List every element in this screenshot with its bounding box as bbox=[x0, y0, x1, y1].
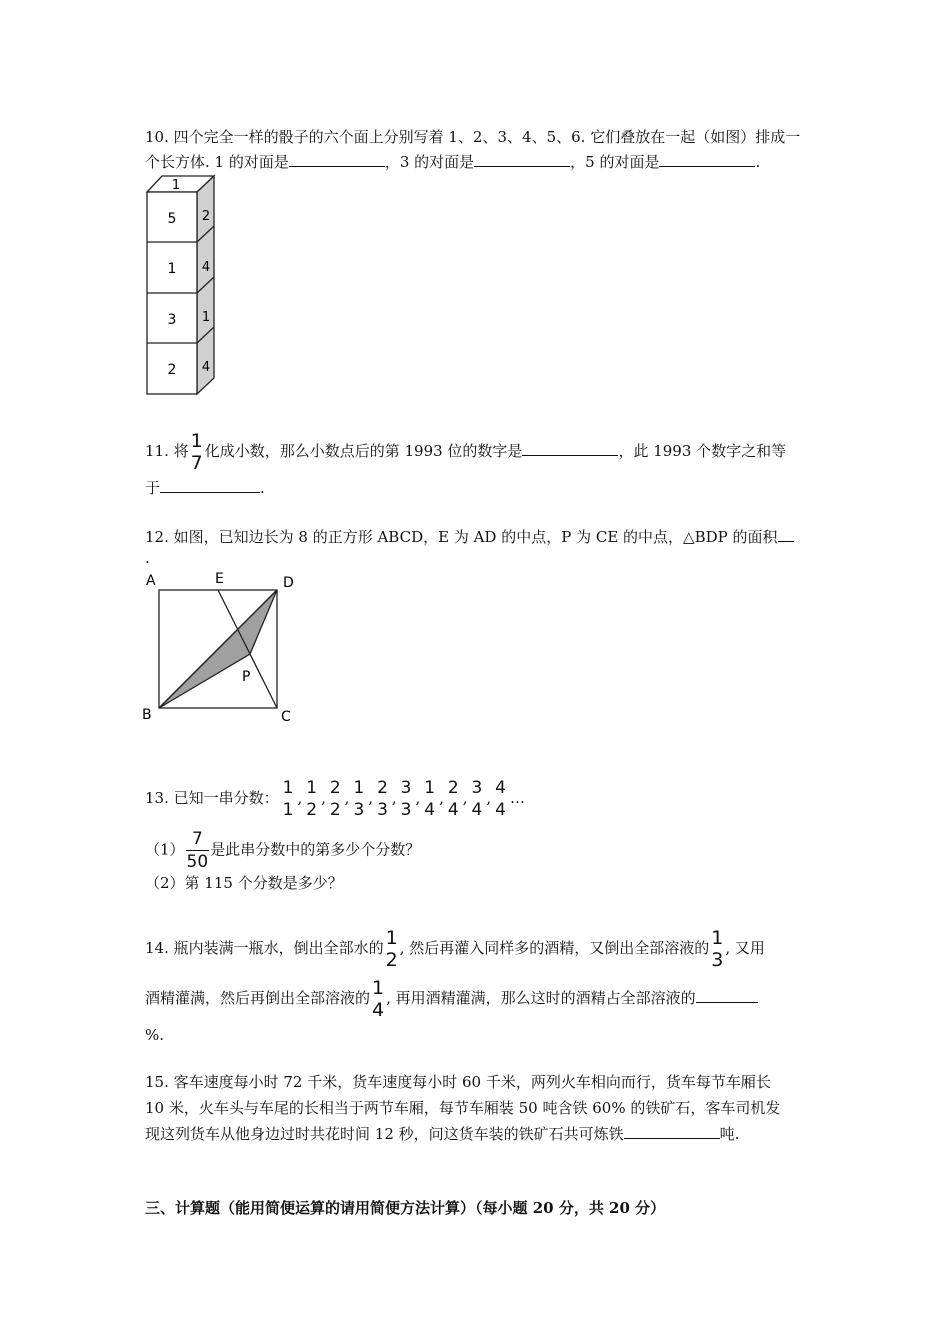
q12-blank[interactable] bbox=[778, 527, 794, 542]
q13-fraction bbox=[305, 777, 318, 821]
q13-sub2: （2）第 115 个分数是多少？ bbox=[145, 874, 343, 892]
q13-fraction bbox=[329, 777, 342, 821]
q15-line2: 10 米，火车头与车尾的长相当于两节车厢，每节车厢装 50 吨含铁 60% 的铁矿石，客车司机发 bbox=[145, 1099, 781, 1117]
q13-fraction-den: 3 bbox=[377, 800, 388, 820]
q13-fraction bbox=[376, 777, 389, 821]
label-b: B bbox=[142, 707, 152, 723]
q13-fraction-num: 1 bbox=[306, 778, 318, 798]
dice-stack-figure bbox=[140, 172, 220, 398]
q14-line1 bbox=[145, 926, 765, 971]
q13-sub1-num: 7 bbox=[186, 828, 210, 851]
label-e: E bbox=[215, 571, 224, 587]
q11-fraction bbox=[190, 430, 204, 474]
q10-text-c: ，5 的对面是 bbox=[570, 153, 660, 171]
q10-line2 bbox=[145, 152, 760, 172]
q11-frac-den: 7 bbox=[190, 452, 203, 474]
q14-f2-num: 1 bbox=[711, 927, 724, 949]
q13-fraction-num: 2 bbox=[377, 778, 388, 798]
q13-fraction bbox=[447, 777, 460, 821]
q11-blank-1[interactable] bbox=[522, 441, 618, 456]
q14-f3-num: 1 bbox=[372, 977, 385, 999]
q13-fraction-den: 2 bbox=[329, 800, 341, 820]
square-figure bbox=[140, 568, 305, 728]
q13-fraction-den: 4 bbox=[495, 800, 506, 820]
q10-line1: 10. 四个完全一样的骰子的六个面上分别写着 1、2、3、4、5、6. 它们叠放在一起（如图）排成一 bbox=[145, 128, 801, 146]
q15-line3 bbox=[145, 1124, 739, 1144]
q13-fraction-num: 4 bbox=[495, 778, 506, 798]
q11-after-blank: ，此 1993 个数字之和等 bbox=[618, 442, 787, 460]
q13-fraction bbox=[400, 777, 413, 821]
q14-l1-b: , 然后再灌入同样多的酒精，又倒出全部溶液的 bbox=[399, 939, 710, 957]
q12-text: 12. 如图，已知边长为 8 的正方形 ABCD，E 为 AD 的中点，P 为 CE 的中点，△BDP 的面积 bbox=[145, 528, 778, 546]
q13-fraction-num: 1 bbox=[353, 778, 365, 798]
dice-front-4: 2 bbox=[167, 362, 177, 378]
q14-frac-2 bbox=[710, 927, 724, 971]
q13-fraction-den: 3 bbox=[400, 800, 412, 820]
q13-separator: , bbox=[321, 789, 326, 807]
q13-fraction-den: 3 bbox=[353, 800, 365, 820]
q13-separator: , bbox=[297, 789, 303, 807]
q11-blank-2[interactable] bbox=[160, 478, 260, 493]
q10-blank-1[interactable] bbox=[289, 152, 385, 167]
q11-prefix: 11. 将 bbox=[145, 442, 189, 460]
q13-fraction-den: 2 bbox=[306, 800, 318, 820]
q13-fraction-den: 1 bbox=[282, 800, 294, 820]
q11-frac-num: 1 bbox=[190, 430, 203, 452]
q13-separator: , bbox=[391, 789, 397, 807]
q14-frac-1 bbox=[385, 927, 399, 971]
q14-line3: %. bbox=[145, 1026, 165, 1044]
q13-fraction-num: 2 bbox=[447, 778, 459, 798]
q14-blank[interactable] bbox=[696, 988, 758, 1003]
q13-separator: , bbox=[368, 789, 374, 807]
label-a: A bbox=[146, 573, 156, 589]
q13-sub1-den: 50 bbox=[186, 852, 209, 872]
q14-f2-den: 3 bbox=[711, 949, 724, 971]
q11-line2 bbox=[145, 478, 265, 498]
q13-fraction bbox=[494, 777, 507, 821]
q10-text-b: ，3 的对面是 bbox=[384, 153, 475, 171]
q13-fraction bbox=[352, 777, 365, 821]
q14-f3-den: 4 bbox=[372, 999, 385, 1021]
q13-fraction bbox=[282, 777, 295, 821]
q13-separator: , bbox=[439, 789, 444, 807]
label-d: D bbox=[283, 575, 294, 591]
q13-sub1 bbox=[145, 828, 420, 873]
q13-fraction-den: 4 bbox=[447, 800, 459, 820]
dice-side-3: 1 bbox=[201, 310, 211, 325]
q11-line1 bbox=[145, 430, 786, 474]
dice-side-1: 2 bbox=[201, 209, 211, 224]
q13-sub1-prefix: （1） bbox=[145, 840, 185, 859]
dice-front-2: 1 bbox=[167, 261, 177, 277]
dice-front-1: 5 bbox=[167, 211, 177, 227]
q13-separator: , bbox=[344, 789, 350, 807]
dice-side-4: 4 bbox=[201, 360, 211, 375]
q13-fraction-list bbox=[279, 778, 525, 820]
dice-top-label: 1 bbox=[171, 178, 181, 193]
q15-l3-a: 现这列货车从他身边过时共花时间 12 秒，问这货车装的铁矿石共可炼铁 bbox=[145, 1125, 624, 1143]
q11-line2-end: . bbox=[260, 479, 265, 497]
q15-line1: 15. 客车速度每小时 72 千米，货车速度每小时 60 千米，两列火车相向而行，货车每节车厢长 bbox=[145, 1073, 771, 1091]
q13-fraction bbox=[423, 777, 436, 821]
q13-separator: , bbox=[462, 789, 468, 807]
label-c: C bbox=[281, 709, 291, 725]
q13-prefix: 13. 已知一串分数： bbox=[145, 789, 279, 807]
q13-sub1-text: 是此串分数中的第多少个分数？ bbox=[210, 840, 421, 859]
dice-front-3: 3 bbox=[167, 312, 177, 328]
q14-l2-b: , 再用酒精灌满，那么这时的酒精占全部溶液的 bbox=[386, 989, 696, 1007]
q12-dot: . bbox=[145, 549, 150, 567]
q14-f1-den: 2 bbox=[385, 949, 398, 971]
q10-blank-3[interactable] bbox=[659, 152, 755, 167]
section3-title: 三、计算题（能用简便运算的请用简便方法计算）（每小题 20 分，共 20 分） bbox=[145, 1199, 666, 1217]
dice-side-2: 4 bbox=[201, 260, 211, 275]
q11-line2-prefix: 于 bbox=[145, 479, 161, 497]
q13-fraction bbox=[471, 777, 484, 821]
q14-l2-a: 酒精灌满，然后再倒出全部溶液的 bbox=[145, 989, 371, 1007]
q14-f1-num: 1 bbox=[385, 927, 398, 949]
q13-fraction-num: 1 bbox=[424, 778, 436, 798]
q14-l1-a: 14. 瓶内装满一瓶水，倒出全部水的 bbox=[145, 939, 384, 957]
q15-l3-b: 吨. bbox=[719, 1125, 740, 1143]
q13-fraction-den: 4 bbox=[471, 800, 483, 820]
q13-fraction-num: 3 bbox=[400, 778, 412, 798]
q13-separator: , bbox=[486, 789, 492, 807]
q12-line bbox=[145, 527, 794, 547]
q13-ellipsis: … bbox=[509, 789, 525, 807]
label-p: P bbox=[242, 669, 251, 685]
q10-blank-2[interactable] bbox=[474, 152, 570, 167]
q14-l1-c: , 又用 bbox=[725, 939, 765, 957]
q13-sub1-fraction bbox=[186, 828, 210, 873]
q13-separator: , bbox=[415, 789, 421, 807]
q14-line2 bbox=[145, 976, 758, 1021]
q13-fraction-num: 3 bbox=[471, 778, 483, 798]
q13-fraction-num: 2 bbox=[329, 778, 341, 798]
q10-text-a: 个长方体. 1 的对面是 bbox=[145, 153, 289, 171]
q13-line bbox=[145, 776, 525, 821]
q13-fraction-den: 4 bbox=[424, 800, 436, 820]
q15-blank[interactable] bbox=[624, 1124, 720, 1139]
q11-middle: 化成小数，那么小数点后的第 1993 位的数字是 bbox=[204, 442, 523, 460]
q14-frac-3 bbox=[371, 977, 385, 1021]
q13-fraction-num: 1 bbox=[282, 778, 294, 798]
q10-end: . bbox=[755, 153, 761, 171]
